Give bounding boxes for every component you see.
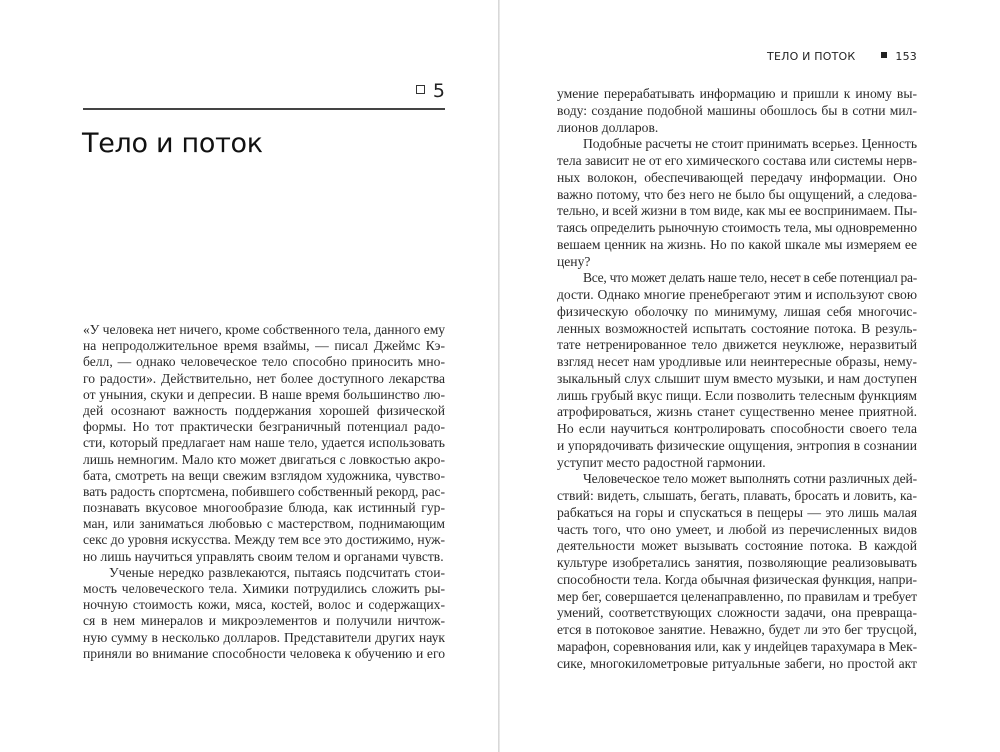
text-line: вешаем ценник на жизнь. Но по какой шкале мы измеряем ее xyxy=(557,236,917,252)
text-line: часть того, что оно умеет, и любой из перечисленных видов xyxy=(557,521,917,537)
page-number: 153 xyxy=(895,50,917,63)
text-line: Все, что может делать наше тело, несет в себе потенциал ра- xyxy=(583,270,917,286)
left-page-body xyxy=(83,322,445,662)
text-line: цену? xyxy=(557,253,591,269)
chapter-rule xyxy=(83,108,445,110)
text-line: мость человеческого тела. Химики потрудились сложить ры- xyxy=(83,581,445,596)
text-line: ствий: видеть, слышать, бегать, плавать, бросать и ловить, ка- xyxy=(557,488,917,503)
running-head-title: ТЕЛО И ПОТОК xyxy=(767,50,856,63)
text-line: лишь немногим. Мало кто может двигаться с ловкостью акро- xyxy=(83,451,445,467)
text-line: и упорядочивать физические ощущения, энтропия в сознании xyxy=(557,437,917,453)
text-line: мер бег, совершается целенаправленно, по правилам и требует xyxy=(557,588,918,604)
text-line: сике, многокилометровые ритуальные забеги, но простой акт xyxy=(557,655,917,671)
text-line: рабкаться на горы и спускаться в пещеры — это лишь малая xyxy=(557,504,917,520)
text-line: от уныния, скуки и депресии. В наше время большинство лю- xyxy=(83,386,445,402)
text-line: но лишь научиться управлять своим телом и органами чувств. xyxy=(83,548,444,564)
text-line: ленных возможностей испытать состояние потока. В резуль- xyxy=(557,320,917,336)
text-line: тате нетренированное тело движется неуклюже, неразвитый xyxy=(557,337,917,353)
text-line: вать радость спортсмена, побившего собственный рекорд, рас- xyxy=(83,483,445,499)
text-line: культуре изобретались занятия, позволяющие реализовывать xyxy=(557,555,917,570)
text-line: го радости». Действительно, нет более доступного лекарства xyxy=(83,370,445,386)
text-line: Человеческое тело может выполнять сотни различных дей- xyxy=(583,471,918,487)
text-line: сти, который предлагает нам наше тело, удается использовать xyxy=(83,435,445,451)
text-line: лионов долларов. xyxy=(557,119,659,135)
text-line: Подобные расчеты не стоит принимать всерьез. Ценность xyxy=(583,136,918,152)
chapter-title: Тело и поток xyxy=(82,128,263,159)
square-bullet-icon xyxy=(416,85,425,94)
text-line: ночную стоимость кожи, мяса, костей, волос и содержащих- xyxy=(83,597,445,613)
text-line: секс до уровня искусства. Между тем все это достижимо, нуж- xyxy=(83,532,445,548)
text-line: атрофироваться, жизнь станет существенно менее приятной. xyxy=(557,404,917,420)
text-line: бата, смотреть на вещи свежим взглядом художника, чувство- xyxy=(83,467,445,483)
text-line: тельно, и всей жизни в том виде, как мы ее воспринимаем. Пы- xyxy=(557,203,917,219)
text-line: взгляд несет нам уродливые или неинтересные образы, нему- xyxy=(557,354,917,369)
running-head xyxy=(767,50,917,63)
text-line: на непродолжительное время взаймы, — писал Джеймс Кэ- xyxy=(83,338,445,354)
text-line: физическую оболочку по минимуму, лишая себя многочис- xyxy=(557,303,917,319)
text-line: ется в потоковое занятие. Неважно, будет ли это бег трусцой, xyxy=(557,622,917,637)
book-gutter xyxy=(498,0,500,752)
text-line: уступит место радостной гармонии. xyxy=(557,454,766,470)
chapter-number xyxy=(300,80,445,102)
text-line: деятельности может вызывать состояние потока. В каждой xyxy=(557,538,917,554)
text-line: тела зависит не от его химического состава или системы нерв- xyxy=(557,153,918,168)
text-line: умений, соответствующих сложности задачи, она превраща- xyxy=(557,605,917,621)
text-line: марафон, соревнования или, как у индейцев тарахумара в Мек- xyxy=(557,638,917,654)
text-line: познавать вкусовое многообразие блюда, как истинный гур- xyxy=(83,500,445,516)
text-line: ман, или заниматься любовью с мастерством, поднимающим xyxy=(83,516,445,532)
text-line: «У человека нет ничего, кроме собственного тела, данного ему xyxy=(83,322,446,337)
text-line: таясь определить рыночную стоимость тела, мы одновременно xyxy=(557,220,918,235)
chapter-number-text: 5 xyxy=(432,80,445,102)
text-line: воду: создание подобной машины обошлось бы в сотни мил- xyxy=(557,102,917,118)
text-line: способности тела. Когда обычная физическая функция, напри- xyxy=(557,571,918,587)
text-line: дей осознают важность поддержания хорошей физической xyxy=(83,402,445,418)
text-line: умение перерабатывать информацию и пришли к иному вы- xyxy=(557,86,917,101)
text-line: приняли во внимание способности человека к обучению и его xyxy=(83,645,445,661)
text-line: Ученые нередко развлекаются, пытаясь подсчитать стои- xyxy=(109,564,445,580)
text-line: дости. Однако многие пренебрегают этим и используют свою xyxy=(557,287,917,302)
text-line: формы. Но тот практически безграничный потенциал радо- xyxy=(83,419,445,435)
square-bullet-icon xyxy=(881,52,887,58)
text-line: ную сумму в несколько долларов. Представители других наук xyxy=(83,629,445,645)
text-line: Но если научиться контролировать способности своего тела xyxy=(557,421,917,436)
text-line: белл, — однако человеческое тело способно приносить мно- xyxy=(83,354,445,370)
text-line: ных волокон, обеспечивающей передачу информации. Оно xyxy=(557,169,917,185)
text-line: зыкальный слух слышит шум вместо музыки, и нам доступен xyxy=(557,370,917,386)
right-page-body xyxy=(557,86,917,672)
text-line: лишь грубый вкус пищи. Если позволить телесным функциям xyxy=(557,387,917,403)
text-line: важно потому, что без него не было бы ощущений, а следова- xyxy=(557,186,917,202)
text-line: ся в нем минералов и микроэлементов и получили ничтож- xyxy=(83,613,445,629)
